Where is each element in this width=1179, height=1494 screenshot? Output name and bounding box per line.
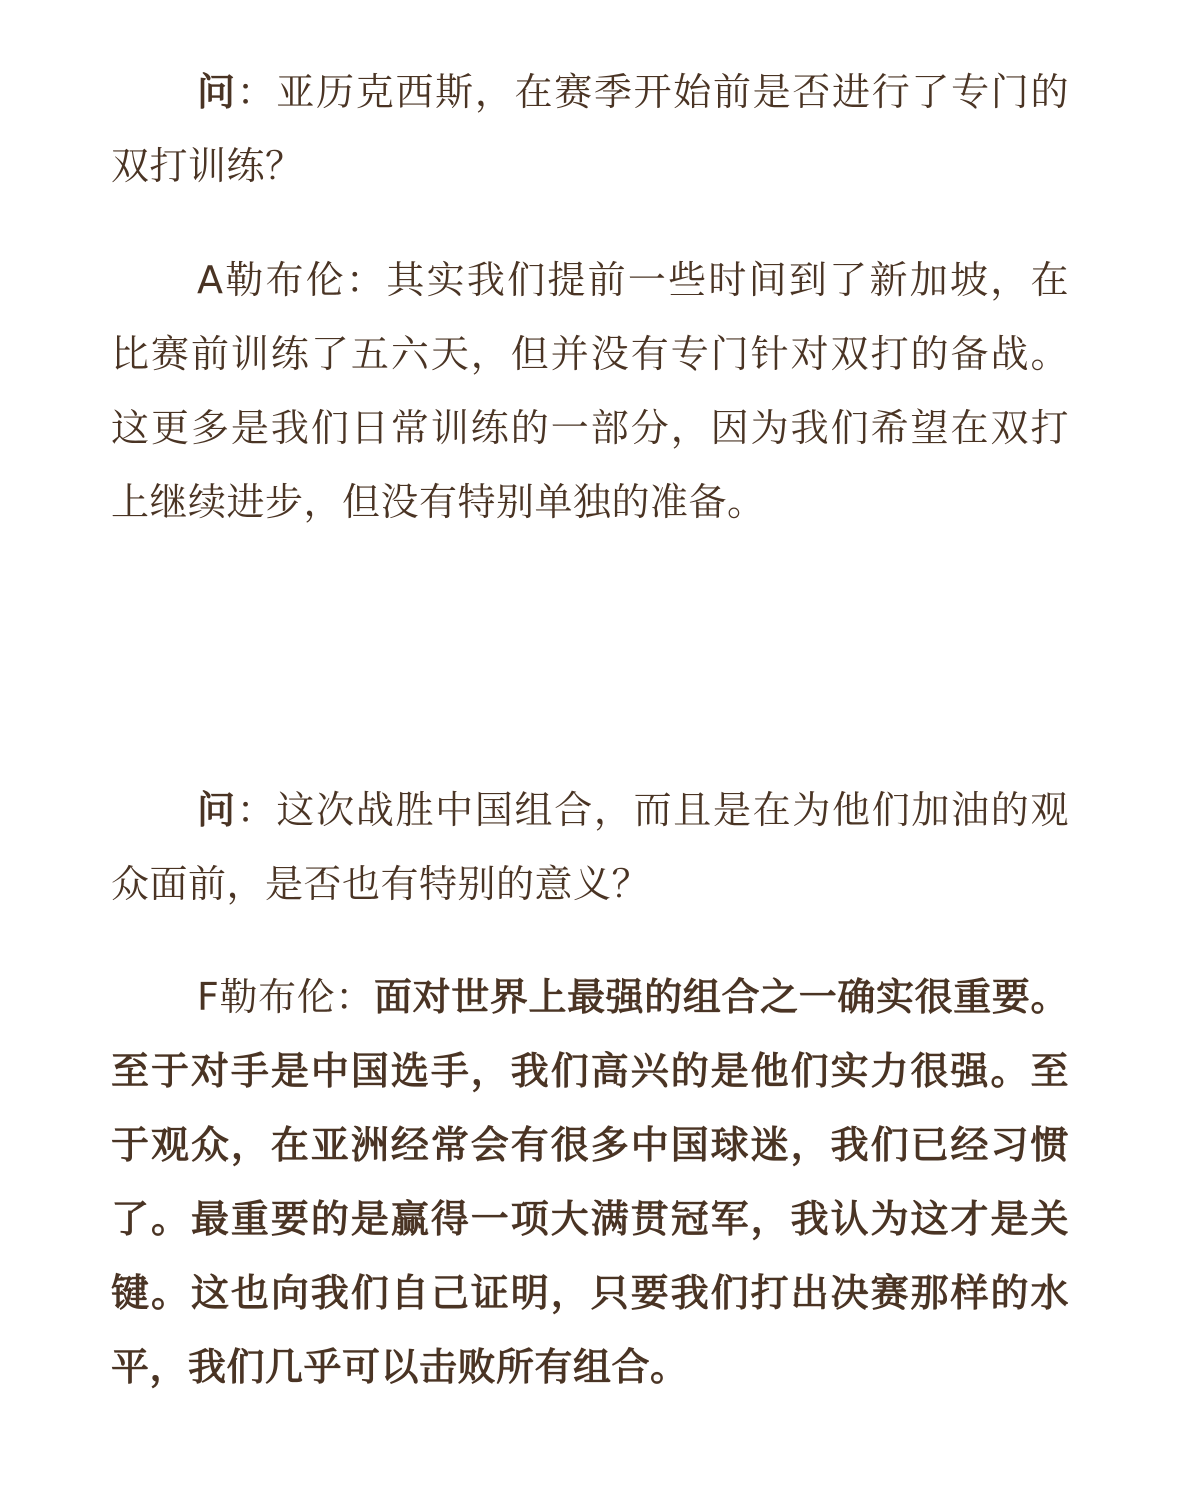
question-separator: ： [236, 788, 277, 832]
question-2 [111, 773, 1069, 921]
question-1 [111, 55, 1069, 203]
question-label: 问 [197, 70, 237, 114]
answer-speaker-label: F勒布伦： [197, 975, 374, 1019]
answer-speaker-label: A勒布伦： [197, 258, 387, 302]
answer-1 [111, 243, 1069, 539]
question-label: 问 [197, 788, 237, 832]
answer-text: 面对世界上最强的组合之一确实很重要。至于对手是中国选手，我们高兴的是他们实力很强。至于观众，在亚洲经常会有很多中国球迷，我们已经习惯了。最重要的是赢得一项大满贯冠军，我认为这才是关键。这也向我们自己证明，只要我们打出决赛那样的水平，我们几乎可以击败所有组合。 [111, 975, 1069, 1389]
question-text: 这次战胜中国组合，而且是在为他们加油的观众面前，是否也有特别的意义？ [111, 788, 1069, 906]
answer-2 [111, 960, 1069, 1404]
answer-text: 其实我们提前一些时间到了新加坡，在比赛前训练了五六天，但并没有专门针对双打的备战。这更多是我们日常训练的一部分，因为我们希望在双打上继续进步，但没有特别单独的准备。 [111, 258, 1069, 524]
question-text: 亚历克西斯，在赛季开始前是否进行了专门的双打训练？ [111, 70, 1069, 188]
question-separator: ： [236, 70, 277, 114]
